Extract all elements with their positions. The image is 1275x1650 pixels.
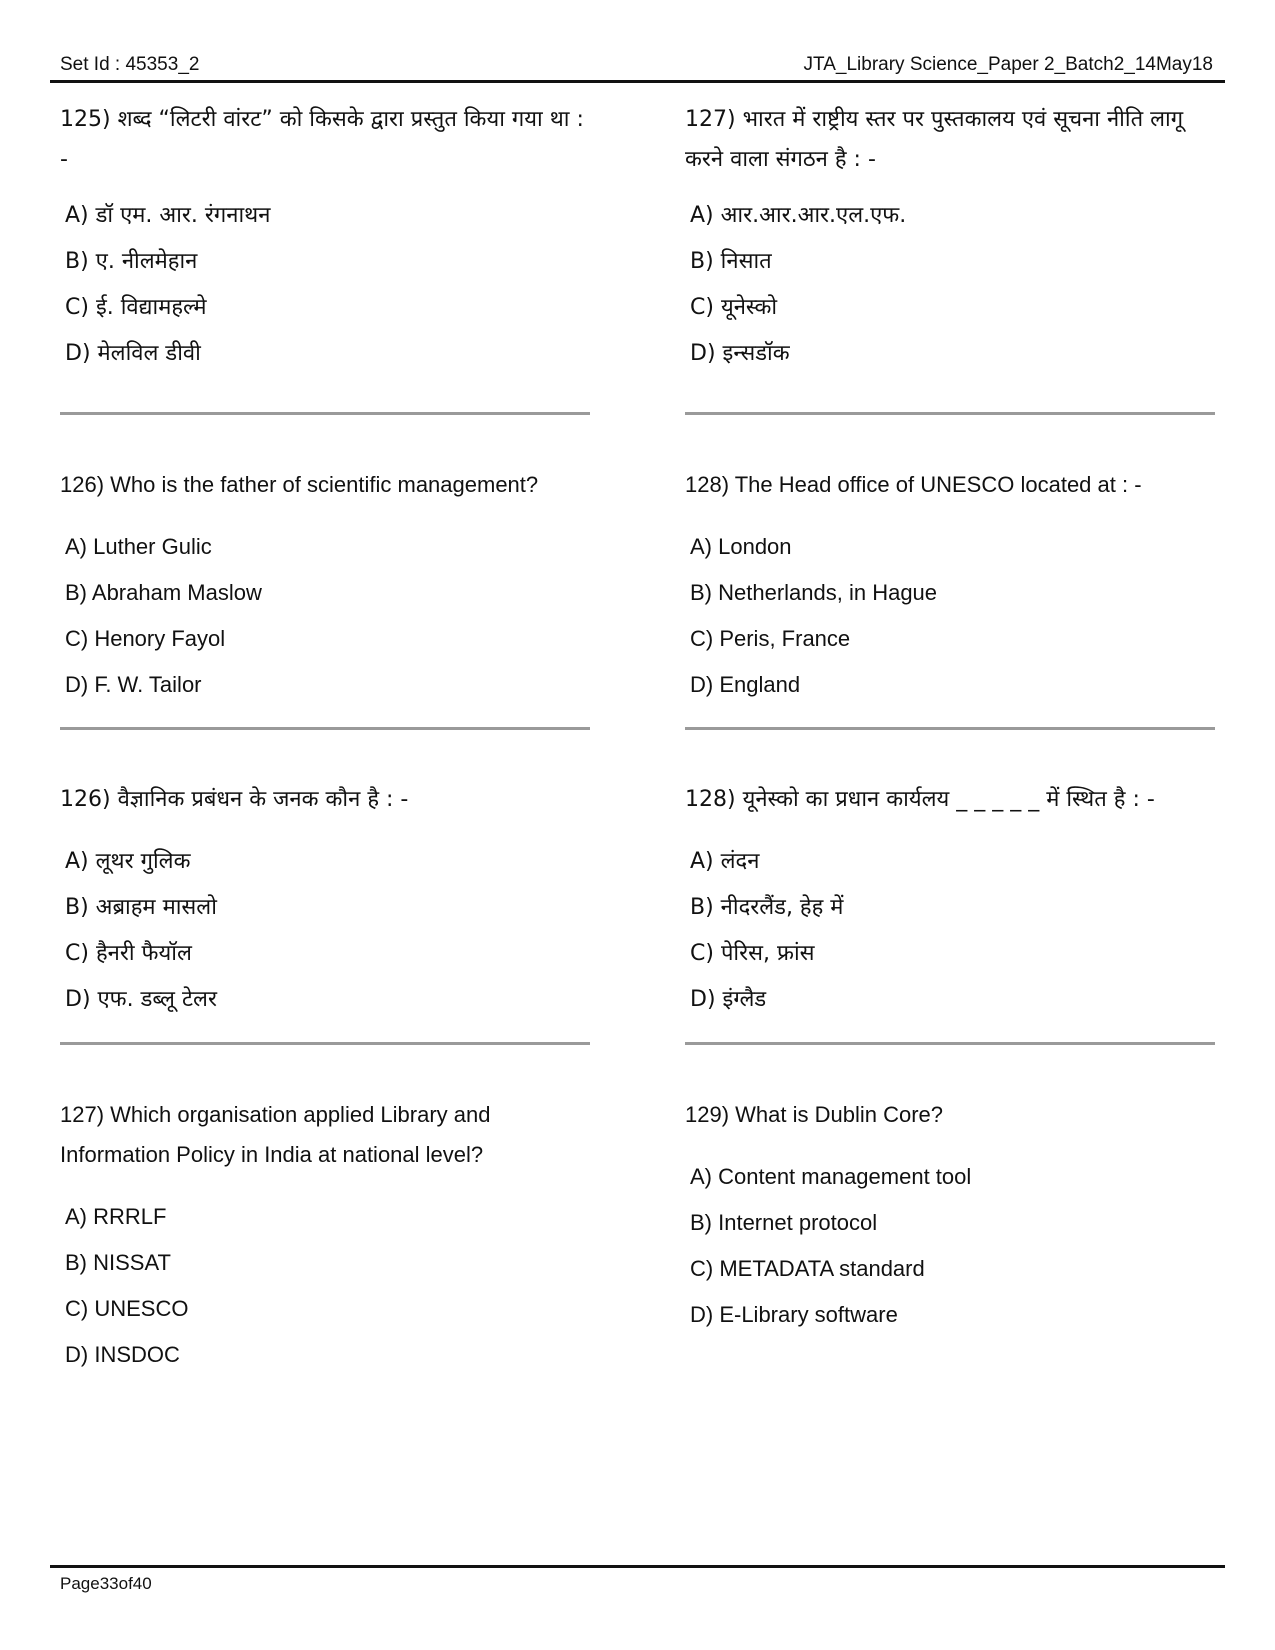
option-c: C) यूनेस्को — [690, 295, 778, 320]
option-d: D) इंग्लैड — [690, 987, 767, 1012]
option-a: A) London — [690, 534, 792, 559]
options-list — [685, 202, 1215, 368]
option-b: B) Internet protocol — [690, 1210, 878, 1235]
question-129-english — [685, 1045, 1215, 1329]
option-c: C) UNESCO — [65, 1296, 189, 1321]
options-list — [60, 1203, 590, 1369]
option-d: D) F. W. Tailor — [65, 672, 202, 697]
paper-title: JTA_Library Science_Paper 2_Batch2_14May18 — [803, 54, 1213, 75]
question-text: 125) शब्द “लिटरी वांरट” को किसके द्वारा प्रस्तुत किया गया था : - — [60, 107, 584, 172]
question-128-hindi — [685, 730, 1215, 1042]
option-b: B) निसात — [690, 249, 772, 274]
option-a: A) Content management tool — [690, 1164, 972, 1189]
question-text: 126) Who is the father of scientific management? — [60, 472, 539, 497]
page-number: Page33of40 — [60, 1574, 152, 1593]
option-d: D) England — [690, 672, 801, 697]
option-a: A) RRRLF — [65, 1204, 167, 1229]
option-a: A) लूथर गुलिक — [65, 849, 191, 874]
page-header — [50, 50, 1225, 83]
options-list — [60, 848, 590, 1014]
option-c: C) METADATA standard — [690, 1256, 925, 1281]
option-b: B) नीदरलैंड, हेह में — [690, 895, 844, 920]
option-b: B) NISSAT — [65, 1250, 171, 1275]
option-b: B) Netherlands, in Hague — [690, 580, 938, 605]
option-d: D) E-Library software — [690, 1302, 898, 1327]
question-text: 127) Which organisation applied Library and Information Policy in India at national level? — [60, 1102, 491, 1167]
question-text: 127) भारत में राष्ट्रीय स्तर पर पुस्तकालय एवं सूचना नीति लागू करने वाला संगठन है : - — [685, 107, 1184, 172]
option-c: C) Henory Fayol — [65, 626, 226, 651]
option-c: C) Peris, France — [690, 626, 851, 651]
options-list — [685, 1163, 1215, 1329]
left-column — [60, 100, 590, 1387]
question-text: 128) यूनेस्को का प्रधान कार्यलय _ _ _ _ _ में स्थित है : - — [685, 787, 1155, 812]
option-d: D) इन्सडॉक — [690, 341, 790, 366]
option-b: B) ए. नीलमेहान — [65, 249, 198, 274]
option-a: A) डॉ एम. आर. रंगनाथन — [65, 203, 271, 228]
option-d: D) INSDOC — [65, 1342, 180, 1367]
options-list — [60, 533, 590, 699]
question-text: 129) What is Dublin Core? — [685, 1102, 944, 1127]
option-b: B) अब्राहम मासलो — [65, 895, 217, 920]
option-c: C) हैनरी फैयॉल — [65, 941, 192, 966]
option-d: D) एफ. डब्लू टेलर — [65, 987, 217, 1012]
question-text: 126) वैज्ञानिक प्रबंधन के जनक कौन है : - — [60, 787, 409, 812]
options-list — [685, 848, 1215, 1014]
question-127-english — [60, 1045, 590, 1369]
option-a: A) Luther Gulic — [65, 534, 212, 559]
question-126-hindi — [60, 730, 590, 1042]
set-id: Set Id : 45353_2 — [60, 54, 200, 75]
page-footer — [50, 1565, 1225, 1593]
option-b: B) Abraham Maslow — [65, 580, 262, 605]
option-a: A) आर.आर.आर.एल.एफ. — [690, 203, 907, 228]
options-list — [685, 533, 1215, 699]
question-text: 128) The Head office of UNESCO located at : - — [685, 472, 1142, 497]
question-127-hindi — [685, 100, 1215, 412]
question-128-english — [685, 415, 1215, 727]
right-column — [685, 100, 1215, 1347]
option-c: C) पेरिस, फ्रांस — [690, 941, 815, 966]
option-a: A) लंदन — [690, 849, 760, 874]
options-list — [60, 202, 590, 368]
question-126-english — [60, 415, 590, 727]
option-d: D) मेलविल डीवी — [65, 341, 201, 366]
question-125-hindi — [60, 100, 590, 412]
option-c: C) ई. विद्यामहल्मे — [65, 295, 207, 320]
